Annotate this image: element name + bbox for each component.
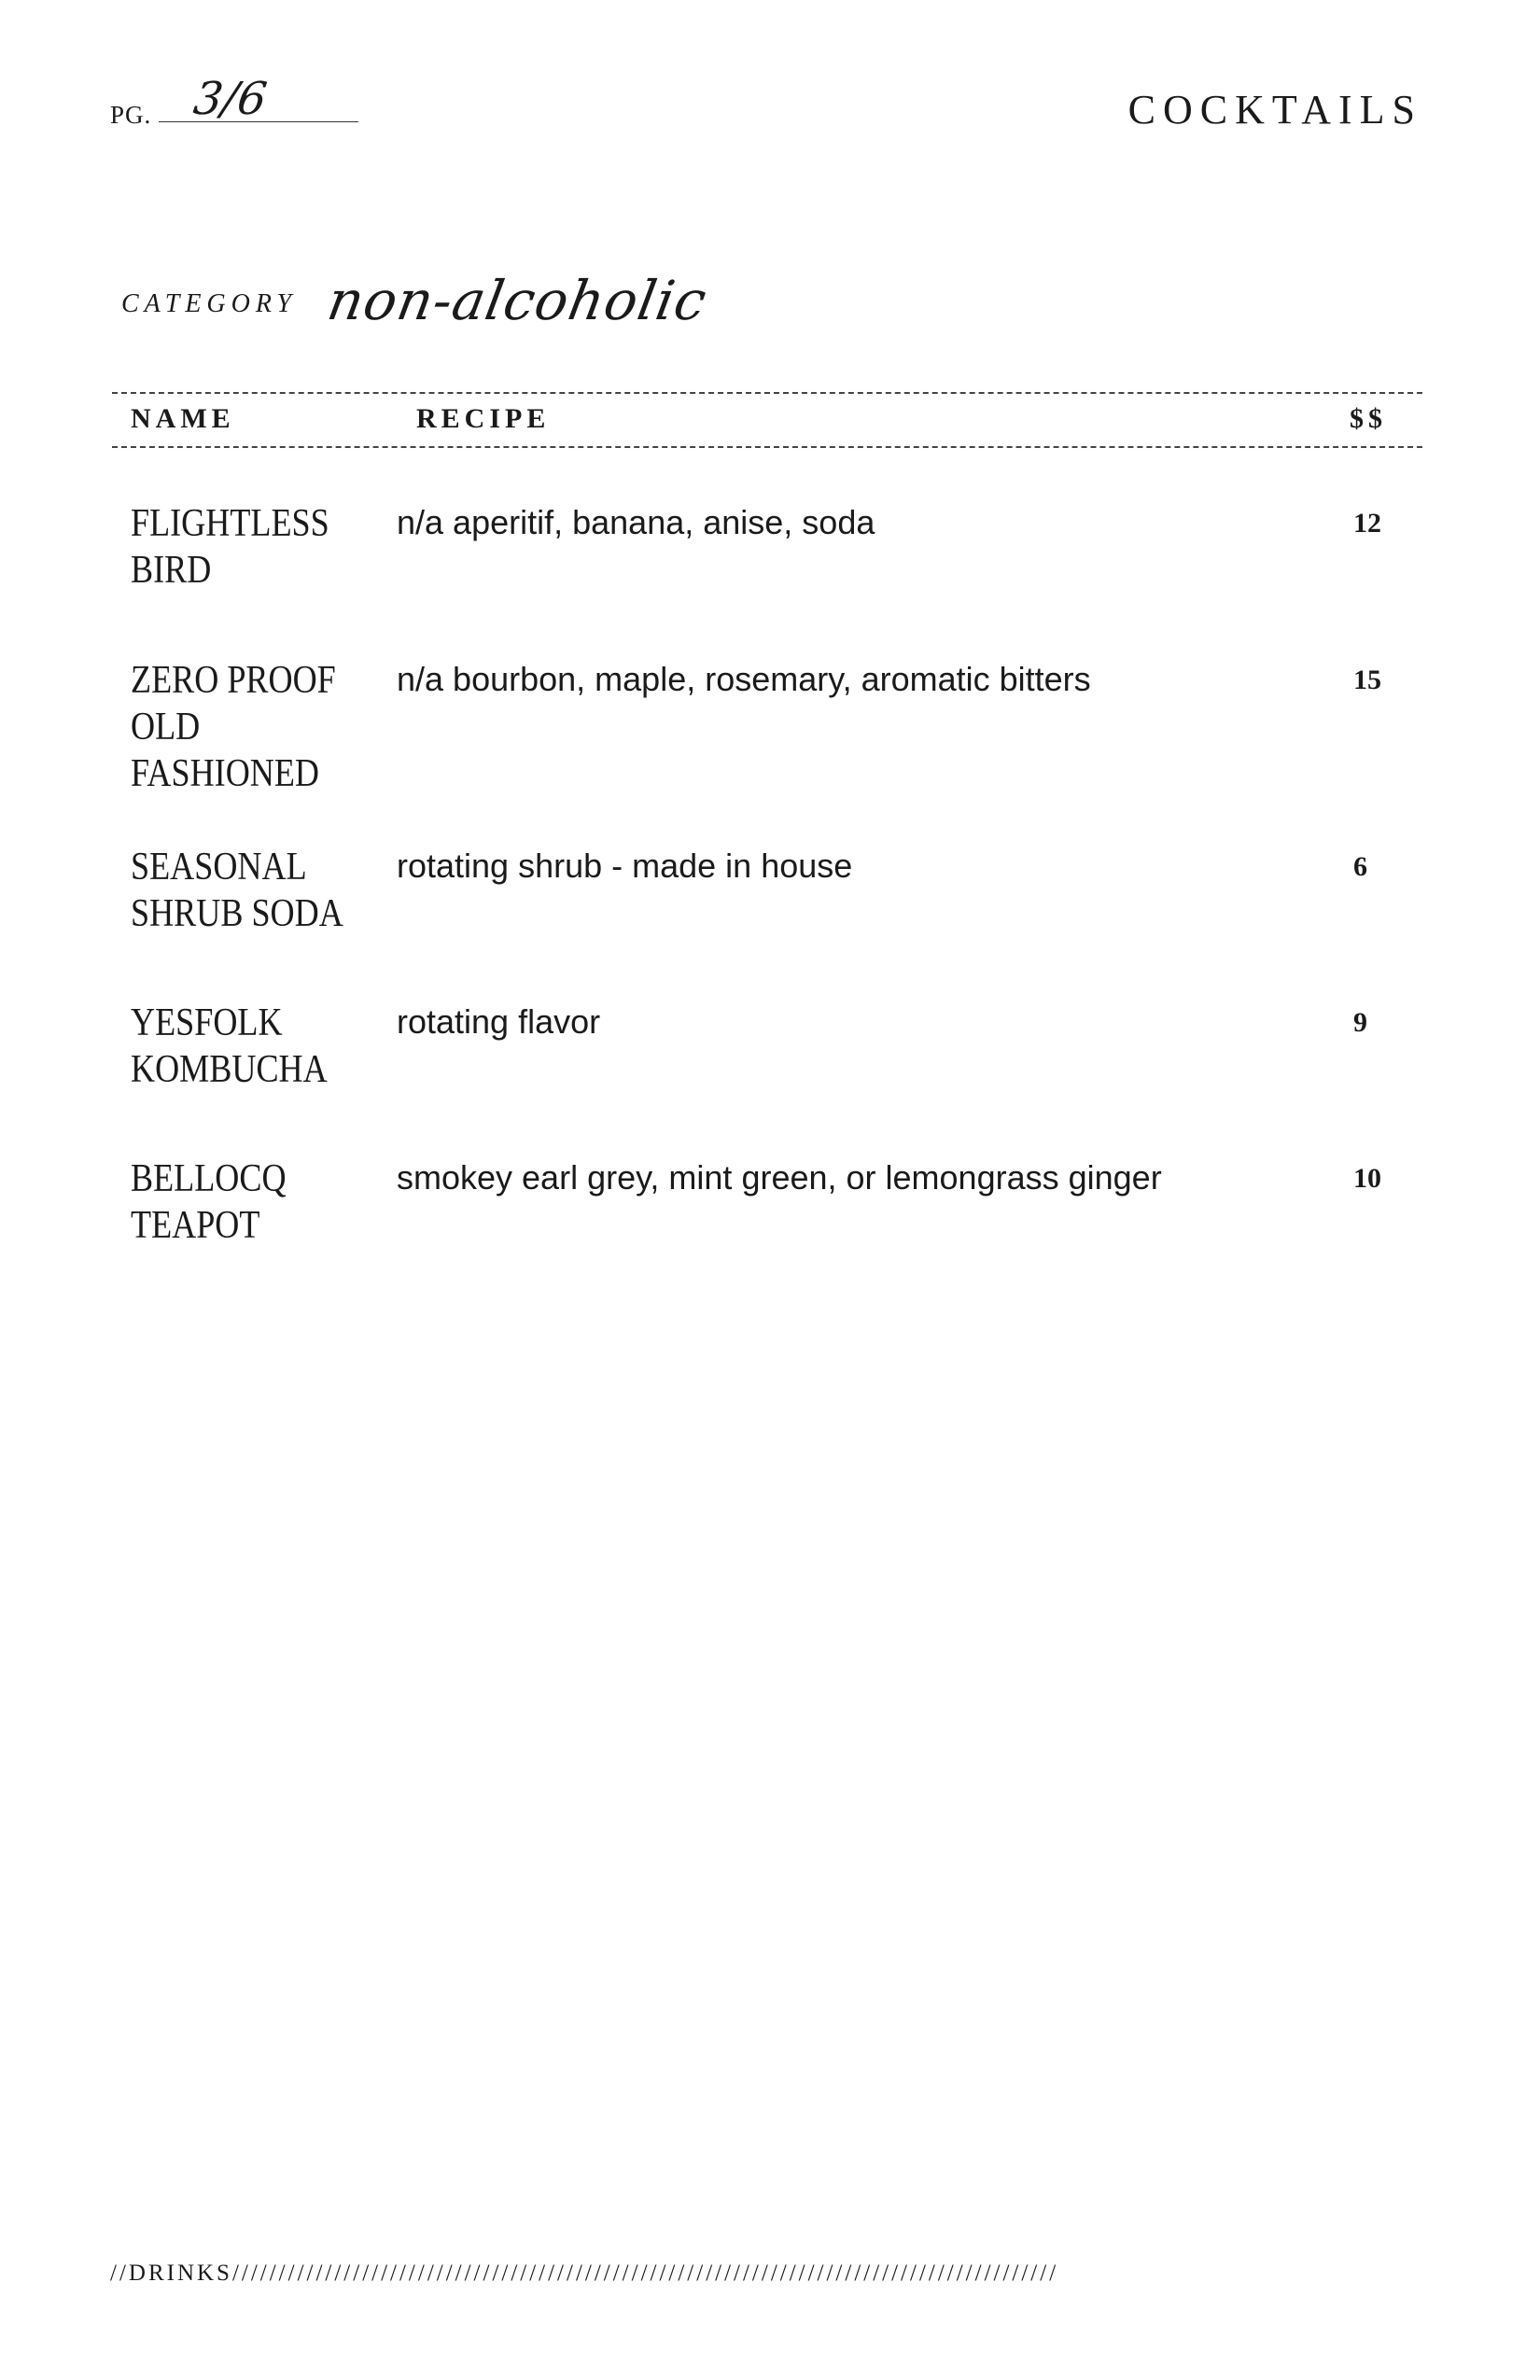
menu-item-recipe: smokey earl grey, mint green, or lemongrass ginger [397,1158,1162,1197]
header-rule-top [112,392,1422,394]
menu-item-price: 6 [1353,851,1367,882]
menu-item-recipe: n/a bourbon, maple, rosemary, aromatic bitters [397,660,1091,698]
page-number-handwritten: 3/6 [190,73,271,125]
menu-item-price: 9 [1353,1007,1367,1038]
menu-item-price: 15 [1353,665,1381,695]
menu-item-price: 10 [1353,1163,1381,1194]
column-header-name: NAME [131,403,235,434]
menu-item-recipe: rotating flavor [397,1002,601,1041]
column-header-price: $$ [1350,403,1387,434]
category-value-handwritten: non-alcoholic [323,269,712,332]
menu-item-name: FLIGHTLESS BIRD [131,502,329,592]
menu-item-name: SEASONAL SHRUB SODA [131,846,343,935]
page-label: PG. [110,101,152,129]
menu-item [0,657,1540,806]
page-title: COCKTAILS [1127,87,1422,133]
menu-item [0,500,1540,650]
header-rule-bottom [112,446,1422,448]
menu-item [0,1000,1540,1149]
menu-item-name: BELLOCQ TEAPOT [131,1157,287,1247]
menu-item-name: YESFOLK KOMBUCHA [131,1001,328,1091]
menu-item-recipe: n/a aperitif, banana, anise, soda [397,503,875,541]
menu-item-price: 12 [1353,508,1381,539]
menu-item [0,1155,1540,1305]
footer-drinks-banner: //DRINKS///////////////////////////////////////////////////////////////////////////////////////// [110,2261,1059,2286]
menu-item [0,844,1540,993]
category-label: CATEGORY [121,289,298,318]
column-header-recipe: RECIPE [416,403,551,434]
menu-item-name: ZERO PROOF OLD FASHIONED [131,659,336,795]
menu-item-recipe: rotating shrub - made in house [397,847,853,885]
